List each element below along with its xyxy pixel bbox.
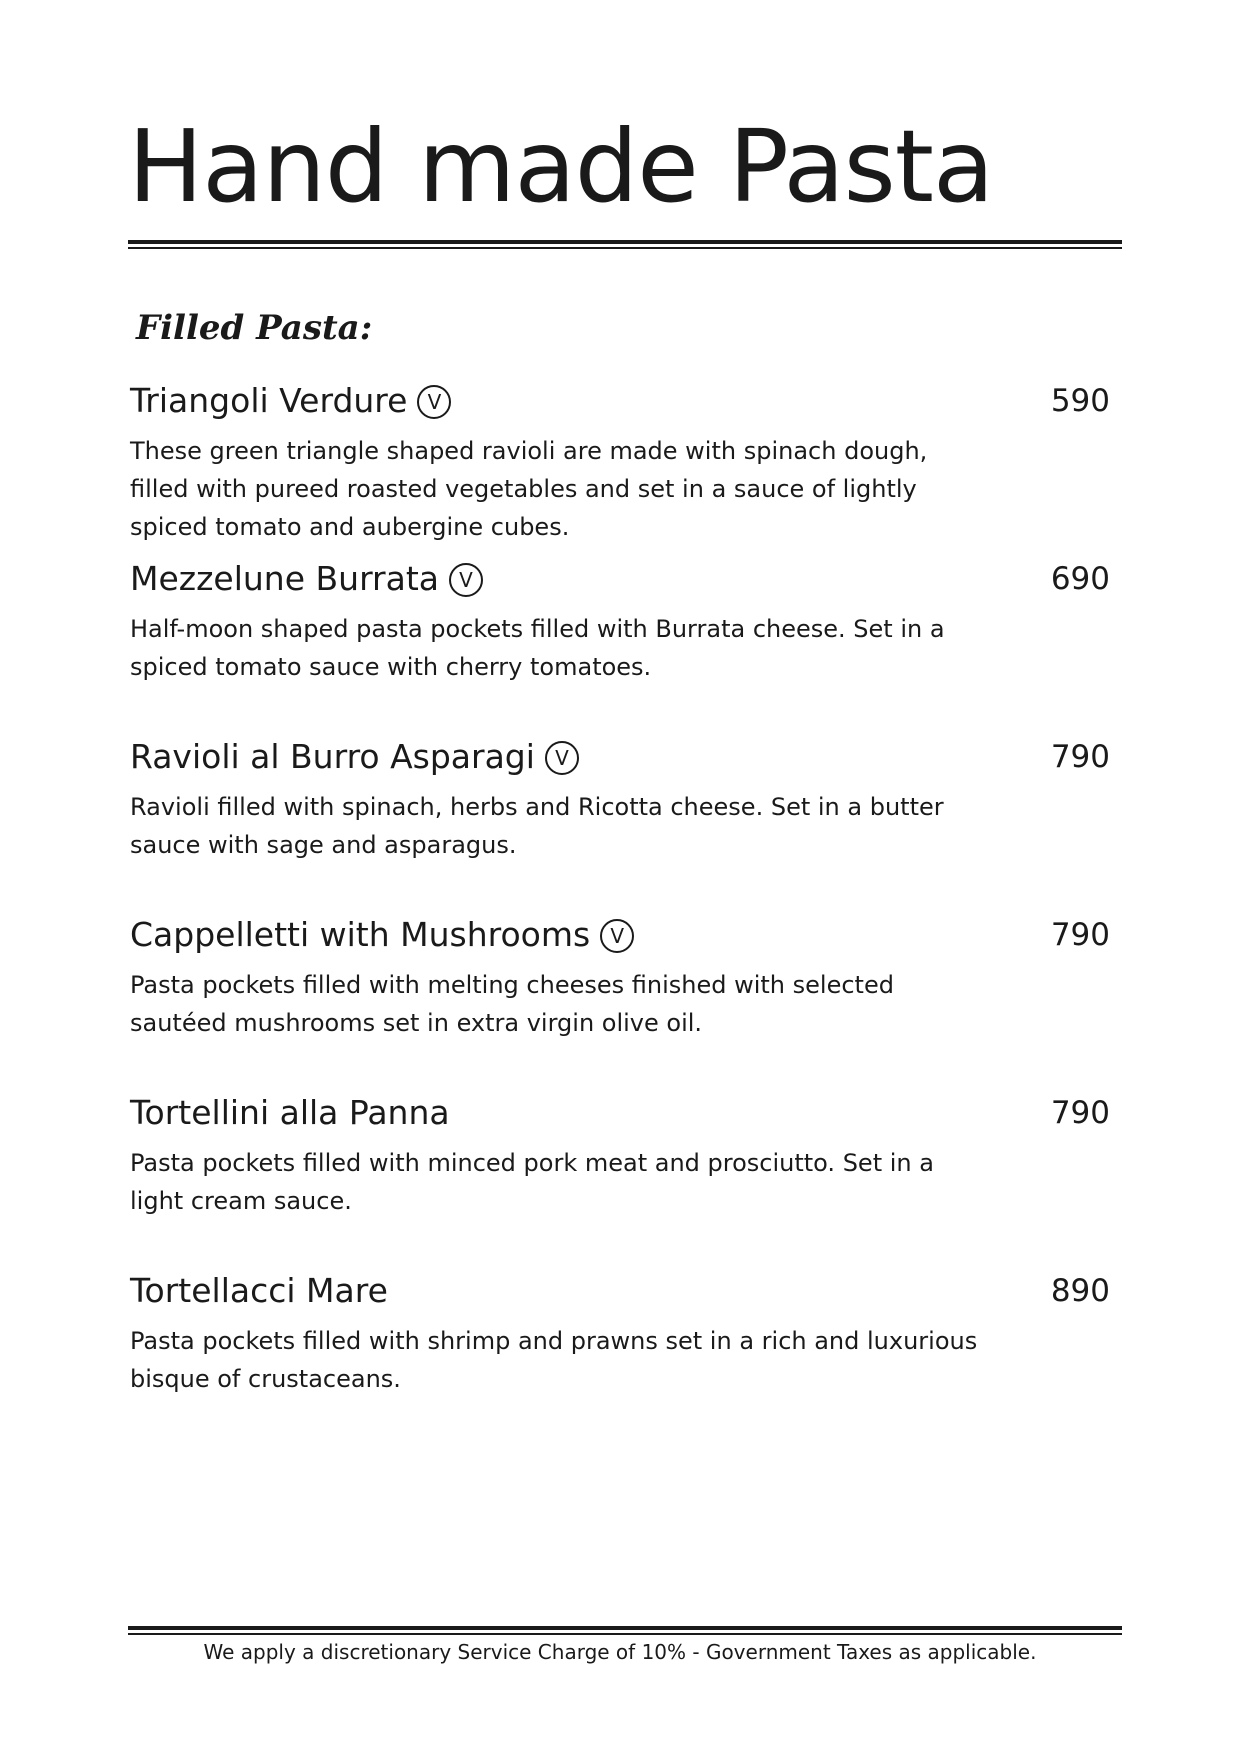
rule-thick-line <box>128 240 1122 244</box>
menu-item-price: 790 <box>1050 917 1110 953</box>
menu-item-description: Pasta pockets filled with melting cheeses finished with selected sautéed mushrooms set in extra virgin olive oil. <box>130 971 894 1037</box>
menu-item <box>130 1268 1118 1446</box>
menu-item-description: Pasta pockets filled with minced pork meat and prosciutto. Set in a light cream sauce. <box>130 1149 934 1215</box>
rule-thin-line <box>128 247 1122 249</box>
menu-item-name-text: Triangoli Verdure <box>130 381 408 420</box>
menu-item-name-text: Ravioli al Burro Asparagi <box>130 737 535 776</box>
menu-item-name-text: Mezzelune Burrata <box>130 559 440 598</box>
menu-item-price: 590 <box>1050 383 1110 419</box>
menu-list <box>130 378 1118 1446</box>
menu-item-name <box>130 378 451 424</box>
menu-item-description: Pasta pockets filled with shrimp and prawns set in a rich and luxurious bisque of crustaceans. <box>130 1327 978 1393</box>
menu-item <box>130 378 1118 556</box>
menu-item-header <box>130 378 1118 432</box>
vegetarian-icon: V <box>545 741 579 775</box>
menu-item-price: 790 <box>1050 739 1110 775</box>
menu-item <box>130 556 1118 734</box>
menu-item <box>130 1090 1118 1268</box>
vegetarian-icon: V <box>449 563 483 597</box>
menu-item-description: Half-moon shaped pasta pockets filled with Burrata cheese. Set in a spiced tomato sauce with cherry tomatoes. <box>130 615 945 681</box>
rule-thin-line <box>128 1633 1122 1635</box>
menu-item-name <box>130 1090 450 1136</box>
menu-item-price: 690 <box>1050 561 1110 597</box>
menu-item-name-text: Cappelletti with Mushrooms <box>130 915 591 954</box>
menu-item-name <box>130 556 483 602</box>
menu-item-header <box>130 1268 1118 1322</box>
menu-item-header <box>130 1090 1118 1144</box>
menu-item-description: Ravioli filled with spinach, herbs and Ricotta cheese. Set in a butter sauce with sage and asparagus. <box>130 793 944 859</box>
menu-item-name-text: Tortellini alla Panna <box>130 1093 450 1132</box>
menu-item-price: 890 <box>1050 1273 1110 1309</box>
menu-item-price: 790 <box>1050 1095 1110 1131</box>
section-heading: Filled Pasta: <box>136 308 373 348</box>
rule-thick-line <box>128 1626 1122 1630</box>
menu-item-name <box>130 912 634 958</box>
page-title: Hand made Pasta <box>128 108 994 225</box>
menu-item-header <box>130 912 1118 966</box>
menu-item-name <box>130 734 579 780</box>
vegetarian-icon: V <box>417 385 451 419</box>
menu-item <box>130 734 1118 912</box>
menu-item-name-text: Tortellacci Mare <box>130 1271 388 1310</box>
menu-item-header <box>130 556 1118 610</box>
service-charge-note: We apply a discretionary Service Charge of 10% - Government Taxes as applicable. <box>203 1640 1037 1664</box>
menu-item <box>130 912 1118 1090</box>
vegetarian-icon: V <box>600 919 634 953</box>
menu-item-name <box>130 1268 388 1314</box>
menu-item-header <box>130 734 1118 788</box>
menu-item-description: These green triangle shaped ravioli are made with spinach dough, filled with pureed roasted vegetables and set in a sauce of lightly spiced tomato and aubergine cubes. <box>130 437 928 541</box>
